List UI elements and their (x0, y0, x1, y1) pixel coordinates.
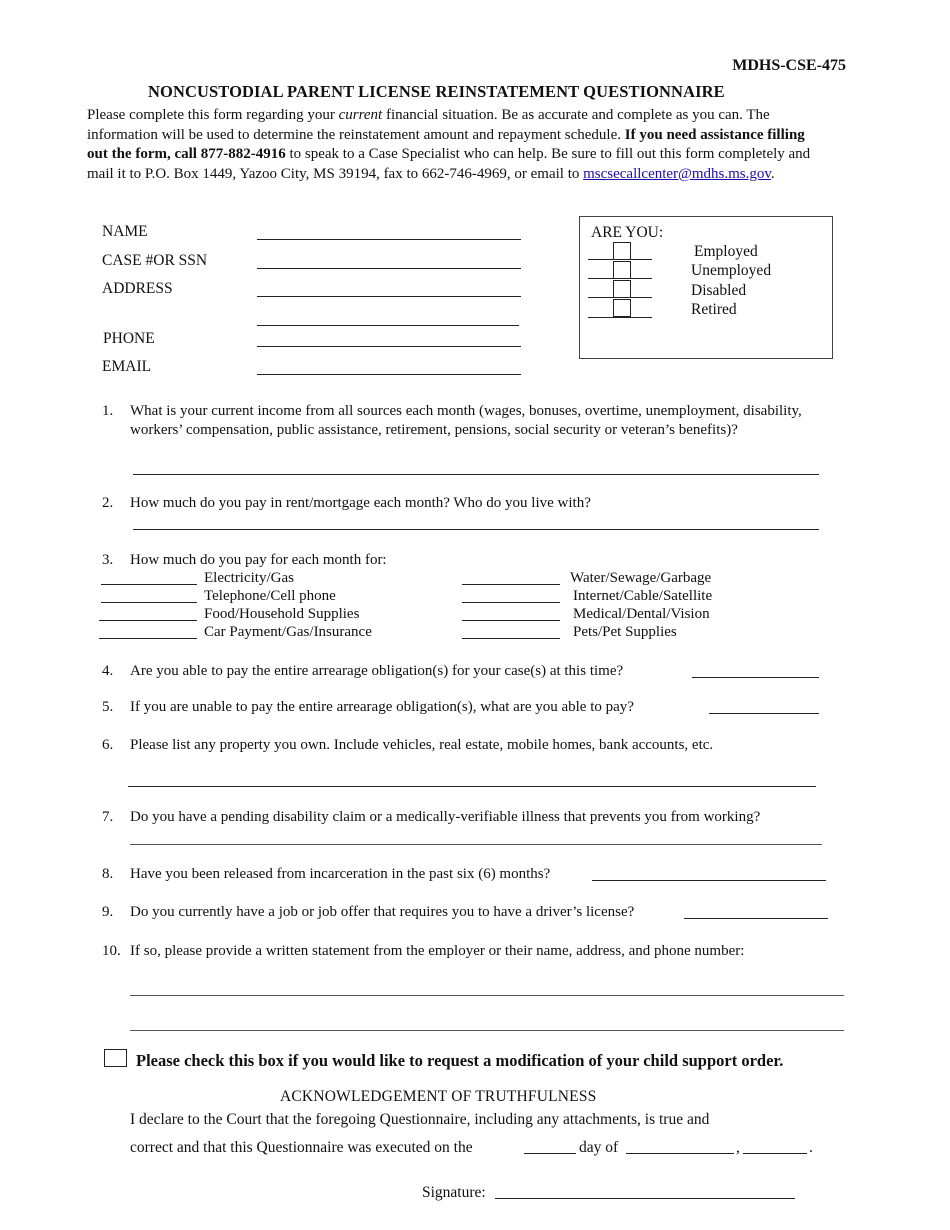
intro-text-3: to speak to a Case Specialist who can help. Be sure to fill out this form completely and mail it to P.O. Box 1449, Yazoo City, MS 39194, fax to 662-746-4969, or email to (87, 146, 811, 182)
intro-text-1: Please complete this form regarding your (87, 107, 339, 123)
ack-line-2: correct and that this Questionnaire was executed on the (130, 1139, 473, 1156)
expense-food-field[interactable] (99, 620, 197, 621)
email-label: EMAIL (102, 358, 152, 375)
retired-label: Retired (691, 301, 737, 318)
signature-field[interactable] (495, 1198, 795, 1199)
q3-text: How much do you pay for each month for: (130, 552, 387, 568)
intro-emphasis: current (338, 107, 383, 123)
q7-number: 7. (102, 809, 114, 825)
q10-answer-line-1[interactable] (130, 995, 844, 996)
email-field[interactable] (257, 374, 521, 375)
retired-line (588, 317, 652, 318)
q10-text: If so, please provide a written statement from the employer or their name, address, and phone number: (130, 943, 745, 959)
q6-answer-line[interactable] (128, 786, 816, 787)
case-label: CASE #OR SSN (102, 252, 208, 269)
form-code: MDHS-CSE-475 (732, 57, 846, 74)
q6-number: 6. (102, 737, 114, 753)
q2-text: How much do you pay in rent/mortgage each month? Who do you live with? (130, 495, 591, 511)
expense-electricity-field[interactable] (101, 584, 197, 585)
email-link[interactable]: mscsecallcenter@mdhs.ms.gov (583, 165, 771, 182)
expense-car-label: Car Payment/Gas/Insurance (204, 624, 372, 640)
ack-day-of-label: day of (579, 1139, 619, 1156)
expense-electricity-label: Electricity/Gas (204, 570, 294, 586)
ack-day-field[interactable] (524, 1153, 576, 1154)
intro-text-2: financial situation. Be as accurate and complete as you can. The information will be used to determine the reinstatement amount and repayment schedule. (87, 107, 770, 143)
name-field[interactable] (257, 239, 521, 240)
ack-comma: , (736, 1139, 740, 1156)
page-title: NONCUSTODIAL PARENT LICENSE REINSTATEMENT QUESTIONNAIRE (148, 82, 725, 101)
ack-year-field[interactable] (743, 1153, 807, 1154)
q1-answer-line[interactable] (133, 474, 819, 475)
q4-text: Are you able to pay the entire arrearage obligation(s) for your case(s) at this time? (130, 663, 624, 679)
ack-month-field[interactable] (626, 1153, 734, 1154)
q9-answer-line[interactable] (684, 918, 828, 919)
address-label: ADDRESS (102, 280, 173, 297)
expense-medical-field[interactable] (462, 620, 560, 621)
expense-internet-label: Internet/Cable/Satellite (573, 588, 713, 604)
retired-checkbox[interactable] (613, 299, 631, 317)
unemployed-checkbox[interactable] (613, 261, 631, 279)
q4-answer-line[interactable] (692, 677, 819, 678)
expense-telephone-field[interactable] (101, 602, 197, 603)
q2-number: 2. (102, 495, 114, 511)
disabled-checkbox[interactable] (613, 280, 631, 298)
expense-water-label: Water/Sewage/Garbage (570, 570, 712, 586)
q10-answer-line-2[interactable] (130, 1030, 844, 1031)
q9-number: 9. (102, 904, 114, 920)
ack-title: ACKNOWLEDGEMENT OF TRUTHFULNESS (280, 1088, 597, 1105)
q10-number: 10. (102, 943, 121, 959)
expense-water-field[interactable] (462, 584, 560, 585)
ack-line-1: I declare to the Court that the foregoing Questionnaire, including any attachments, is true and (130, 1111, 710, 1128)
expense-pets-label: Pets/Pet Supplies (573, 624, 677, 640)
employed-label: Employed (694, 243, 758, 260)
q8-answer-line[interactable] (592, 880, 826, 881)
q7-text: Do you have a pending disability claim or a medically-verifiable illness that prevents you from working? (130, 809, 761, 825)
q5-text: If you are unable to pay the entire arrearage obligation(s), what are you able to pay? (130, 699, 634, 715)
q4-number: 4. (102, 663, 114, 679)
q1-text: What is your current income from all sources each month (wages, bonuses, overtime, unemployment, disability, workers’ compensation, public assistance, retirement, pensions, social security or veteran’s benefits)? (130, 403, 802, 438)
q1-number: 1. (102, 403, 114, 419)
signature-label: Signature: (422, 1184, 486, 1201)
unemployed-label: Unemployed (691, 262, 772, 279)
intro-end: . (770, 165, 775, 182)
q2-answer-line[interactable] (133, 529, 819, 530)
name-label: NAME (102, 223, 148, 240)
expense-pets-field[interactable] (462, 638, 560, 639)
q5-answer-line[interactable] (709, 713, 819, 714)
disabled-label: Disabled (691, 282, 747, 299)
modification-label: Please check this box if you would like to request a modification of your child support order. (136, 1051, 784, 1070)
are-you-title: ARE YOU: (591, 224, 664, 241)
phone-field[interactable] (257, 346, 521, 347)
q3-number: 3. (102, 552, 114, 568)
q7-answer-line[interactable] (130, 844, 822, 845)
address-field-2[interactable] (257, 325, 519, 326)
expense-internet-field[interactable] (462, 602, 560, 603)
phone-label: PHONE (103, 330, 155, 347)
q8-text: Have you been released from incarceration in the past six (6) months? (130, 866, 551, 882)
case-field[interactable] (257, 268, 521, 269)
q5-number: 5. (102, 699, 114, 715)
expense-telephone-label: Telephone/Cell phone (204, 588, 336, 604)
q6-text: Please list any property you own. Include vehicles, real estate, mobile homes, bank accounts, etc. (130, 737, 714, 753)
intro-help-bold: If you need assistance filling out the form, call 877-882-4916 (87, 126, 805, 162)
employed-checkbox[interactable] (613, 242, 631, 260)
q9-text: Do you currently have a job or job offer that requires you to have a driver’s license? (130, 904, 635, 920)
modification-checkbox[interactable] (104, 1049, 127, 1067)
q8-number: 8. (102, 866, 114, 882)
expense-car-field[interactable] (99, 638, 197, 639)
address-field-1[interactable] (257, 296, 521, 297)
expense-food-label: Food/Household Supplies (204, 606, 360, 622)
intro-paragraph (87, 106, 827, 184)
ack-period: . (809, 1139, 813, 1156)
expense-medical-label: Medical/Dental/Vision (573, 606, 710, 622)
